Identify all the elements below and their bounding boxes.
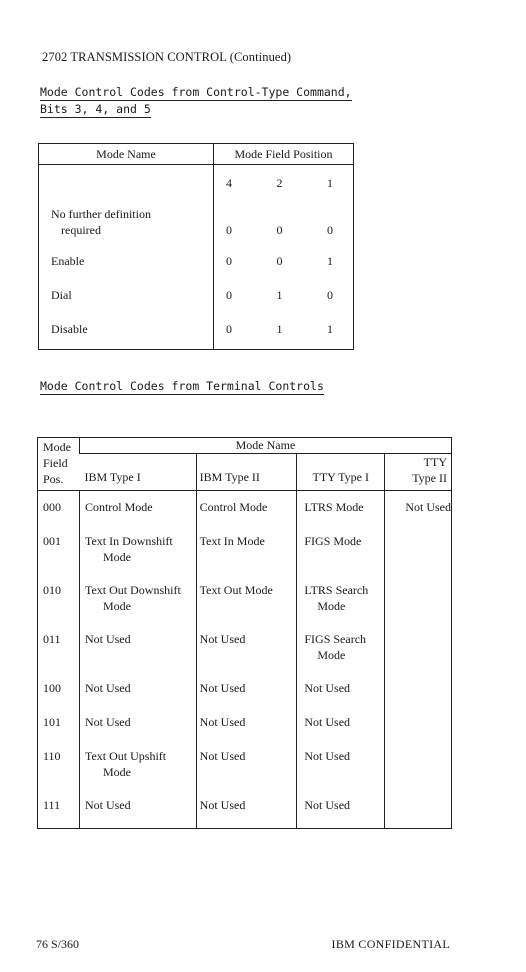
table-header-row xyxy=(39,144,354,165)
table-row: Disable 0 1 1 xyxy=(39,318,354,350)
section-heading-control-type xyxy=(40,84,352,118)
header-mode-field-pos: Mode Field Pos. xyxy=(38,438,80,491)
header-mode-name: Mode Name xyxy=(39,144,214,165)
table-row: 010 Text Out Downshift Mode Text Out Mode LTRS Search Mode xyxy=(38,579,452,628)
header-ibm-type-1: IBM Type I xyxy=(79,454,196,491)
table-row: 111 Not Used Not Used Not Used xyxy=(38,794,452,829)
table-row: 001 Text In Downshift Mode Text In Mode FIGS Mode xyxy=(38,530,452,579)
confidential-label: IBM CONFIDENTIAL xyxy=(331,937,450,951)
table-row: No further definition required 0 0 0 xyxy=(39,196,354,250)
page-title: 2702 TRANSMISSION CONTROL (Continued) xyxy=(42,50,292,64)
header-tty-type-2: TTY Type II xyxy=(385,454,452,491)
header-mode-name: Mode Name xyxy=(79,438,451,454)
table-subheader-row xyxy=(38,454,452,491)
table-row: 101 Not Used Not Used Not Used xyxy=(38,711,452,745)
section-heading-line1: Mode Control Codes from Control-Type Command, xyxy=(40,85,352,99)
section-heading-terminal-controls: Mode Control Codes from Terminal Controls xyxy=(40,379,324,393)
table-row: 011 Not Used Not Used FIGS Search Mode xyxy=(38,628,452,677)
table-row: 100 Not Used Not Used Not Used xyxy=(38,677,452,711)
table-row: Enable 0 0 1 xyxy=(39,250,354,284)
table-header-row xyxy=(38,438,452,454)
header-tty-type-1: TTY Type I xyxy=(297,454,385,491)
position-labels: 4 2 1 xyxy=(226,176,333,190)
header-ibm-type-2: IBM Type II xyxy=(196,454,297,491)
page-number: 76 S/360 xyxy=(36,937,80,951)
table-row: Dial 0 1 0 xyxy=(39,284,354,318)
terminal-controls-mode-table xyxy=(37,437,452,829)
control-type-mode-table xyxy=(38,143,354,350)
table-row: 000 Control Mode Control Mode LTRS Mode Not Used xyxy=(38,491,452,531)
header-mode-field-position: Mode Field Position xyxy=(214,144,354,165)
section-heading-line2: Bits 3, 4, and 5 xyxy=(40,102,151,116)
table-row xyxy=(39,165,354,197)
table-row: 110 Text Out Upshift Mode Not Used Not Used xyxy=(38,745,452,794)
